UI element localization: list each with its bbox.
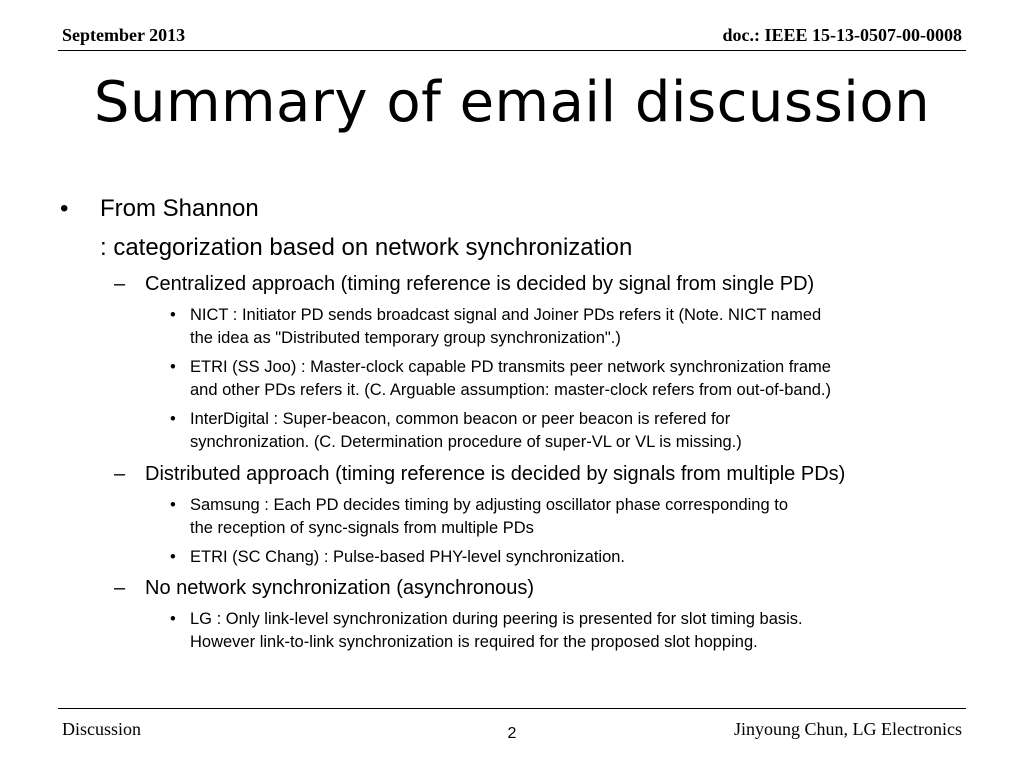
- item-samsung-line1: Samsung : Each PD decides timing by adjusting oscillator phase corresponding to: [190, 496, 788, 514]
- footer-right: Jinyoung Chun, LG Electronics: [734, 719, 962, 739]
- item-lg-line2: However link-to-link synchronization is required for the proposed slot hopping.: [190, 633, 758, 651]
- dash-centralized: –: [114, 273, 126, 295]
- item-interdigital-line1: InterDigital : Super-beacon, common beacon or peer beacon is refered for: [190, 410, 731, 428]
- bullet-from: From Shannon: [100, 195, 259, 222]
- heading-distributed: Distributed approach (timing reference is decided by signals from multiple PDs): [145, 463, 846, 485]
- item-etri-ssjoo-line2: and other PDs refers it. (C. Arguable assumption: master-clock refers from out-of-band.): [190, 381, 832, 399]
- item-etri-ssjoo-line1: ETRI (SS Joo) : Master-clock capable PD transmits peer network synchronization frame: [190, 358, 831, 376]
- dash-none: –: [114, 577, 126, 599]
- item-nict-line1: NICT : Initiator PD sends broadcast signal and Joiner PDs refers it (Note. NICT named: [190, 306, 822, 324]
- header-date: September 2013: [62, 25, 186, 45]
- dot-interdigital: •: [170, 410, 176, 428]
- footer-rule: [58, 708, 966, 709]
- header-doc-id: doc.: IEEE 15-13-0507-00-0008: [722, 25, 962, 45]
- dash-distributed: –: [114, 463, 126, 485]
- item-nict-line2: the idea as "Distributed temporary group synchronization".): [190, 329, 621, 347]
- slide-title: Summary of email discussion: [93, 70, 931, 135]
- dot-nict: •: [170, 306, 176, 324]
- item-lg-line1: LG : Only link-level synchronization during peering is presented for slot timing basis.: [190, 610, 803, 628]
- bullet-level1: •: [60, 195, 69, 222]
- bullet-subtitle: : categorization based on network synchronization: [100, 234, 633, 261]
- item-etri-scchang-line1: ETRI (SC Chang) : Pulse-based PHY-level synchronization.: [190, 548, 626, 566]
- dot-etri-scchang: •: [170, 548, 176, 566]
- heading-centralized: Centralized approach (timing reference is decided by signal from single PD): [145, 273, 815, 295]
- dot-samsung: •: [170, 496, 176, 514]
- item-interdigital-line2: synchronization. (C. Determination procedure of super-VL or VL is missing.): [190, 433, 742, 451]
- heading-none: No network synchronization (asynchronous): [145, 577, 535, 599]
- dot-etri-ssjoo: •: [170, 358, 176, 376]
- dot-lg: •: [170, 610, 176, 628]
- footer-left: Discussion: [62, 719, 142, 739]
- item-samsung-line2: the reception of sync-signals from multiple PDs: [190, 519, 534, 537]
- page-number: 2: [507, 725, 517, 742]
